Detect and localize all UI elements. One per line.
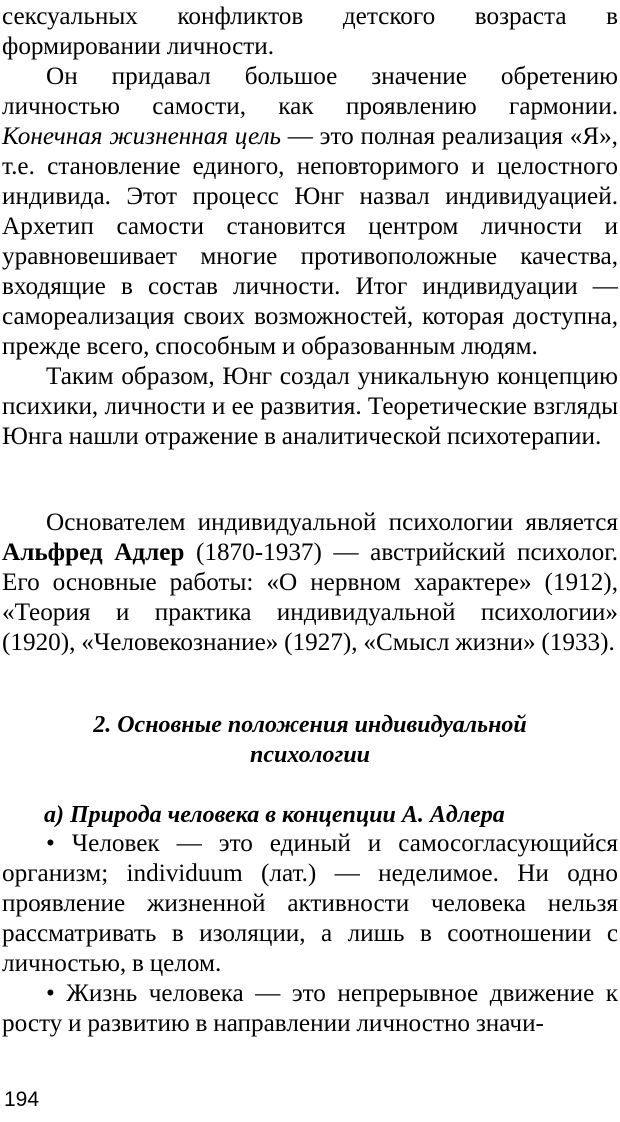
bullet-list [2, 829, 618, 1039]
italic-term-life-goal: Конечная жизненная цель [2, 123, 282, 150]
paragraph-self [2, 62, 618, 362]
subsection-heading: а) Природа человека в концепции А. Адлера [44, 802, 505, 828]
bullet-item: • Жизнь человека — это непрерывное движение к росту и развитию в направлении личностно значи- [2, 980, 618, 1037]
paragraph-adler-text-2: (1870-1937) — австрийский психолог. Его основные работы: «О нервном характере» (1912), «Теория и практика индивидуальной психологии» (1920), «Человекознание» (1927), «Смысл жизни» (1933). [2, 539, 618, 656]
paragraph-self-text-1: Он придавал большое значение обретению личностью самости, как проявлению гармонии. [2, 63, 618, 120]
bold-name-adler: Альфред Адлер [2, 539, 185, 566]
text-block-adler-intro [2, 508, 618, 658]
section-heading-line-1: 2. Основные положения индивидуальной [93, 712, 527, 738]
text-block-jung [2, 2, 618, 452]
bullet-item: • Человек — это единый и самосогласующийся организм; individuum (лат.) — неделимое. Ни одно проявление жизненной активности человека нельзя рассматривать в изоляции, а лишь в соотношении с личностью, в целом. [2, 830, 618, 977]
section-heading [0, 710, 620, 770]
paragraph-adler [2, 508, 618, 658]
page-number: 194 [4, 1088, 40, 1111]
paragraph-self-text-2: — это полная реализация «Я», т.е. становление единого, неповторимого и целостного индивида. Этот процесс Юнг назвал индивидуацией. Архетип самости становится центром личности и уравновешивает многие противоположные качества, входящие в состав личности. Итог индивидуации — самореализация своих возможностей, которая доступна, прежде всего, способным и образованным людям. [2, 123, 618, 360]
paragraph-continuation: сексуальных конфликтов детского возраста в формировании личности. [2, 3, 618, 60]
section-heading-line-2: психологии [249, 742, 371, 768]
paragraph-conclusion: Таким образом, Юнг создал уникальную концепцию психики, личности и ее развития. Теоретические взгляды Юнга нашли отражение в аналитической психотерапии. [2, 363, 618, 450]
paragraph-adler-text-1: Основателем индивидуальной психологии является [46, 509, 618, 536]
